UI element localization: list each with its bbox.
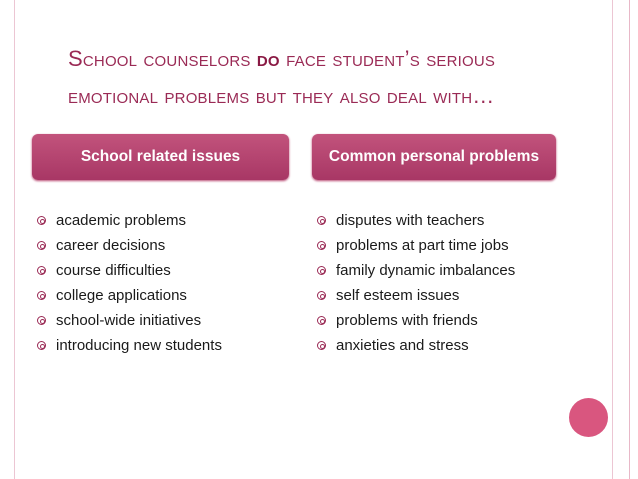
list-item <box>312 208 515 233</box>
list-item-text: school-wide initiatives <box>56 312 202 329</box>
bullet-icon <box>37 216 46 225</box>
title-line-1 <box>68 42 588 79</box>
list-item <box>32 333 222 358</box>
title-line-2 <box>68 79 588 116</box>
list-item <box>312 258 515 283</box>
bullet-icon <box>317 241 326 250</box>
bullet-icon <box>317 316 326 325</box>
personal-problems-list <box>312 208 515 358</box>
list-item-text: problems at part time jobs <box>336 237 509 254</box>
bullet-icon <box>317 341 326 350</box>
list-item-text: problems with friends <box>336 312 478 329</box>
list-item <box>32 308 222 333</box>
bullet-icon <box>37 266 46 275</box>
list-item <box>312 308 515 333</box>
list-item <box>312 283 515 308</box>
list-item <box>312 333 515 358</box>
list-item <box>32 283 222 308</box>
list-item-text: course difficulties <box>56 262 171 279</box>
list-item-text: self esteem issues <box>336 287 460 304</box>
list-item-text: family dynamic imbalances <box>336 262 516 279</box>
bullet-icon <box>37 241 46 250</box>
title-text-3: emotional problems but they also deal with… <box>68 83 495 108</box>
title-text-2: face student’s serious <box>279 46 496 71</box>
bullet-icon <box>317 216 326 225</box>
title-emphasis: do <box>256 46 280 71</box>
list-item <box>312 233 515 258</box>
title-text-1: School counselors <box>68 46 257 71</box>
bullet-icon <box>317 291 326 300</box>
common-personal-problems-header: Common personal problems <box>312 134 556 180</box>
slide-title <box>68 42 588 116</box>
list-item-text: introducing new students <box>56 337 222 354</box>
school-issues-list <box>32 208 222 358</box>
list-item-text: disputes with teachers <box>336 212 485 229</box>
list-item-text: college applications <box>56 287 187 304</box>
list-item <box>32 208 222 233</box>
bullet-icon <box>317 266 326 275</box>
bullet-icon <box>37 341 46 350</box>
list-item <box>32 233 222 258</box>
bullet-icon <box>37 291 46 300</box>
bullet-icon <box>37 316 46 325</box>
list-item-text: anxieties and stress <box>336 337 469 354</box>
list-item <box>32 258 222 283</box>
decorative-circle <box>569 398 608 437</box>
list-item-text: career decisions <box>56 237 166 254</box>
list-item-text: academic problems <box>56 212 187 229</box>
school-related-issues-header: School related issues <box>32 134 289 180</box>
